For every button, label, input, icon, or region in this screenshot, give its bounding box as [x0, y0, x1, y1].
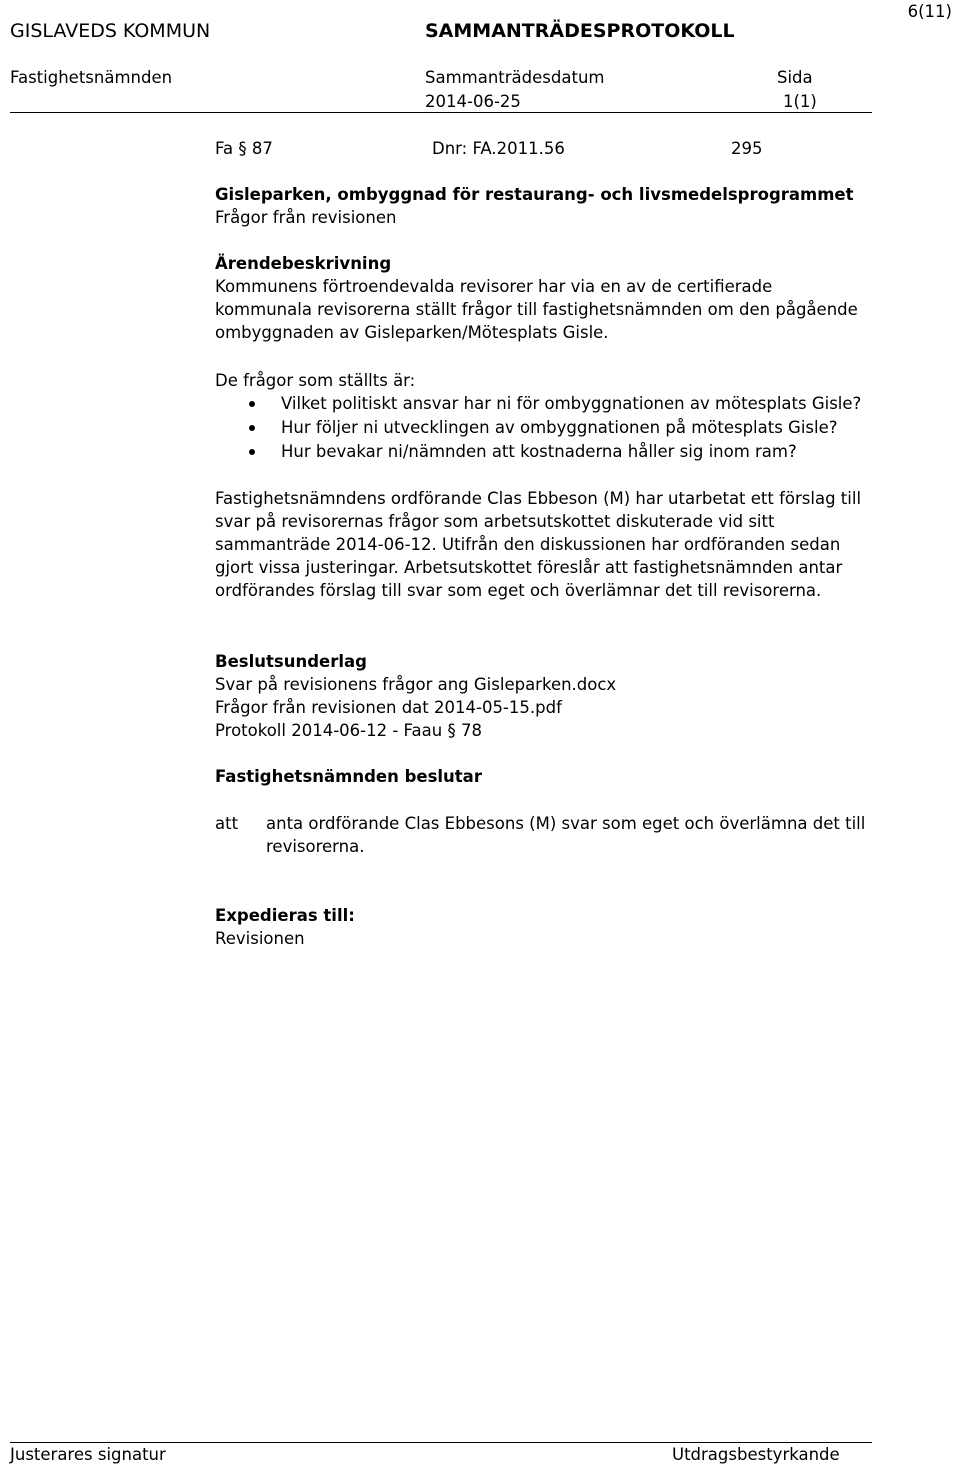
committee-name: Fastighetsnämnden [10, 68, 173, 87]
doc-type: SAMMANTRÄDESPROTOKOLL [425, 20, 735, 42]
bullet-icon [249, 425, 255, 431]
case-dnr: Dnr: FA.2011.56 [432, 139, 565, 158]
questions-intro: De frågor som ställts är: [215, 371, 416, 390]
basis-item: Protokoll 2014-06-12 - Faau § 78 [215, 721, 482, 740]
page-number: 6(11) [907, 2, 952, 21]
date-label: Sammanträdesdatum [425, 68, 605, 87]
bullet-icon [249, 401, 255, 407]
org-name: GISLAVEDS KOMMUN [10, 20, 211, 42]
decision-line: revisorerna. [266, 837, 365, 856]
basis-item: Svar på revisionens frågor ang Gisleparken.docx [215, 675, 617, 694]
decision-heading: Fastighetsnämnden beslutar [215, 767, 482, 786]
question-item: Vilket politiskt ansvar har ni för ombyggnationen av mötesplats Gisle? [281, 394, 862, 413]
chair-proposal-paragraph [215, 487, 861, 602]
case-subtitle: Frågor från revisionen [215, 208, 397, 227]
page-value: 1(1) [783, 92, 817, 111]
decision-line: anta ordförande Clas Ebbesons (M) svar som eget och överlämna det till [266, 814, 866, 833]
description-line: ombyggnaden av Gisleparken/Mötesplats Gisle. [215, 323, 609, 342]
paragraph-line: gjort vissa justeringar. Arbetsutskottet föreslår att fastighetsnämnden antar [215, 558, 843, 577]
description-heading: Ärendebeskrivning [215, 254, 392, 273]
decision-att-label: att [215, 814, 239, 833]
header-rule [10, 112, 872, 113]
question-item: Hur följer ni utvecklingen av ombyggnationen på mötesplats Gisle? [281, 418, 838, 437]
footer-rule [10, 1442, 872, 1443]
paragraph-line: sammanträde 2014-06-12. Utifrån den diskussionen har ordföranden sedan [215, 535, 841, 554]
question-item: Hur bevakar ni/nämnden att kostnaderna håller sig inom ram? [281, 442, 797, 461]
decision-text [266, 812, 865, 858]
case-number: 295 [731, 139, 763, 158]
basis-heading: Beslutsunderlag [215, 652, 367, 671]
basis-item: Frågor från revisionen dat 2014-05-15.pdf [215, 698, 562, 717]
distribution-recipient: Revisionen [215, 929, 305, 948]
footer-certification-label: Utdragsbestyrkande [672, 1445, 840, 1464]
paragraph-line: svar på revisorernas frågor som arbetsutskottet diskuterade vid sitt [215, 512, 775, 531]
bullet-icon [249, 449, 255, 455]
basis-list [215, 673, 616, 742]
distribution-heading: Expedieras till: [215, 906, 355, 925]
paragraph-line: ordförandes förslag till svar som eget och överlämnar det till revisorerna. [215, 581, 822, 600]
description-line: kommunala revisorerna ställt frågor till fastighetsnämnden om den pågående [215, 300, 858, 319]
date-value: 2014-06-25 [425, 92, 521, 111]
description-text [215, 275, 858, 344]
page-label: Sida [777, 68, 813, 87]
description-line: Kommunens förtroendevalda revisorer har via en av de certifierade [215, 277, 773, 296]
footer-signature-label: Justerares signatur [10, 1445, 166, 1464]
paragraph-line: Fastighetsnämndens ordförande Clas Ebbeson (M) har utarbetat ett förslag till [215, 489, 862, 508]
case-paragraph: Fa § 87 [215, 139, 273, 158]
case-title: Gisleparken, ombyggnad för restaurang- och livsmedelsprogrammet [215, 185, 854, 204]
